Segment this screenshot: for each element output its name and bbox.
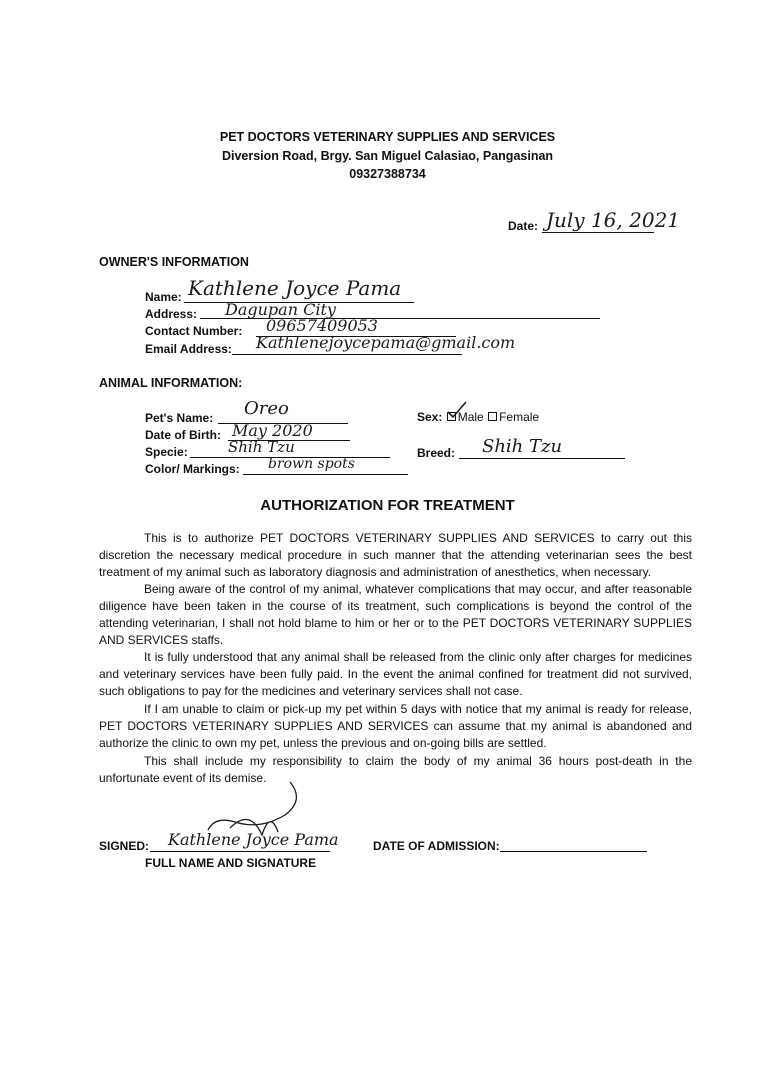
date-line: [542, 232, 654, 233]
authorization-title: AUTHORIZATION FOR TREATMENT: [260, 497, 515, 514]
authorization-paragraph-3: It is fully understood that any animal shall be released from the clinic only after charges for medicines and veterinary services have been fully paid. In the event the animal confined for treatment did not survived, such obligations to pay for the medicines and veterinary services shall not case.: [99, 650, 692, 698]
owner-section-title: OWNER'S INFORMATION: [99, 255, 249, 269]
color-label: Color/ Markings:: [145, 462, 240, 476]
breed-label: Breed:: [417, 446, 456, 460]
animal-section-title: ANIMAL INFORMATION:: [99, 376, 243, 390]
color-value[interactable]: brown spots: [268, 456, 355, 472]
specie-label: Specie:: [145, 445, 188, 459]
owner-name-value[interactable]: Kathlene Joyce Pama: [188, 276, 402, 300]
owner-email-label: Email Address:: [145, 342, 232, 356]
sex-label: Sex:: [417, 410, 443, 424]
breed-line: [459, 458, 625, 459]
authorization-paragraph-2: Being aware of the control of my animal, whatever complications that may occur, and after reasonable diligence have been taken in the course of its treatment, such complications is beyond the control of the attending veterinarian, I shall not hold blame to him or her or to the PET DOCTORS VETERINARY SUPPLIES AND SERVICES staffs.: [99, 582, 692, 647]
female-label: Female: [499, 410, 540, 424]
pet-name-label: Pet's Name:: [145, 411, 214, 425]
date-label: Date:: [508, 219, 539, 233]
owner-name-label: Name:: [145, 290, 182, 304]
breed-value[interactable]: Shih Tzu: [482, 436, 563, 457]
owner-contact-label: Contact Number:: [145, 324, 243, 338]
owner-email-value[interactable]: Kathlenejoycepama@gmail.com: [256, 333, 516, 352]
date-value[interactable]: July 16, 2021: [546, 208, 681, 232]
owner-address-label: Address:: [145, 307, 198, 321]
dob-value[interactable]: May 2020: [232, 421, 313, 440]
company-phone: 09327388734: [349, 167, 426, 181]
signature-caption: FULL NAME AND SIGNATURE: [145, 856, 317, 870]
signature-value[interactable]: Kathlene Joyce Pama: [168, 830, 339, 849]
owner-address-value[interactable]: Dagupan City: [225, 300, 336, 319]
dob-label: Date of Birth:: [145, 428, 221, 442]
male-check-mark-icon: [446, 400, 468, 420]
signed-label: SIGNED:: [99, 839, 150, 853]
signature-line: [150, 851, 330, 852]
signature-flourish-icon: [200, 780, 310, 850]
authorization-paragraph-5: This shall include my responsibility to claim the body of my animal 36 hours post-death in the unfortunate event of its demise.: [99, 754, 692, 785]
company-address: Diversion Road, Brgy. San Miguel Calasiao, Pangasinan: [221, 149, 554, 163]
authorization-paragraph-4: If I am unable to claim or pick-up my pet within 5 days with notice that my animal is ready for release, PET DOCTORS VETERINARY SUPPLIES AND SERVICES can assume that my animal is abandoned and authorize the clinic to own my pet, unless the previous and on-going bills are settled.: [99, 702, 692, 750]
admission-label: DATE OF ADMISSION:: [373, 839, 500, 853]
owner-email-line: [232, 354, 462, 355]
color-line: [243, 474, 408, 475]
male-label: Male: [457, 410, 484, 424]
specie-value[interactable]: Shih Tzu: [228, 438, 295, 456]
sex-field: [417, 410, 539, 424]
admission-line[interactable]: [500, 851, 647, 852]
company-name: PET DOCTORS VETERINARY SUPPLIES AND SERVICES: [219, 130, 556, 144]
pet-name-value[interactable]: Oreo: [244, 398, 289, 419]
authorization-paragraph-1: This is to authorize PET DOCTORS VETERINARY SUPPLIES AND SERVICES to carry out this discretion the necessary medical procedure in such manner that the attending veterinarian sees the best treatment of my animal such as laboratory diagnosis and administration of anesthetics, when necessary.: [99, 531, 692, 579]
female-checkbox[interactable]: [488, 412, 497, 421]
owner-contact-value[interactable]: 09657409053: [266, 316, 378, 335]
